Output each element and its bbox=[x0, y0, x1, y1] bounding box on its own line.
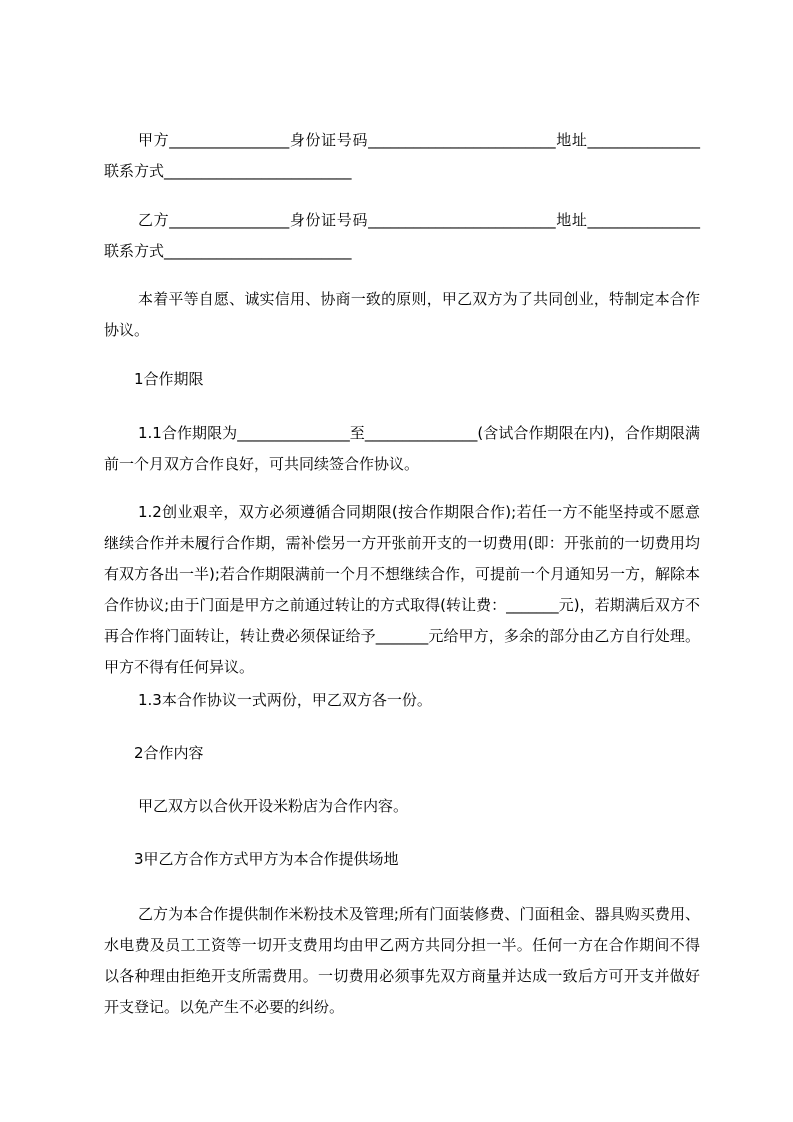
section2-body: 甲乙双方以合伙开设米粉店为合作内容。 bbox=[138, 797, 409, 815]
clause-1-1: 1.1合作期限为_______________至_______________(含试合作期限在内)，合作期限满前一个月双方合作良好，可共同续签合作协议。 bbox=[104, 424, 700, 473]
section1-heading: 1合作期限 bbox=[134, 370, 204, 388]
section2-heading: 2合作内容 bbox=[134, 744, 204, 762]
intro-paragraph: 本着平等自愿、诚实信用、协商一致的原则，甲乙双方为了共同创业，特制定本合作协议。 bbox=[104, 290, 700, 339]
clause-1-3: 1.3本合作协议一式两份，甲乙双方各一份。 bbox=[138, 691, 432, 709]
clause-1-2: 1.2创业艰辛，双方必须遵循合同期限(按合作期限合作);若任一方不能坚持或不愿意继续合作并未履行合作期，需补偿另一方开张前开支的一切费用(即：开张前的一切费用均有双方各出一半);若合作期限满前一个月不想继续合作，可提前一个月通知另一方，解除本合作协议;由于门面是甲方之前通过转让的方式取得(转让费：_______元)，若期满后双方不再合作将门面转让，转让费必须保证给予_______元给甲方，多余的部分由乙方自行处理。甲方不得有任何异议。 bbox=[104, 503, 700, 676]
party-b-line: 乙方________________身份证号码_________________________地址_______________联系方式_________________________ bbox=[104, 211, 700, 260]
party-a-line: 甲方________________身份证号码_________________________地址_______________联系方式_________________________ bbox=[104, 131, 700, 180]
section3-heading: 3甲乙方合作方式甲方为本合作提供场地 bbox=[134, 850, 399, 868]
section3-body: 乙方为本合作提供制作米粉技术及管理;所有门面装修费、门面租金、器具购买费用、水电费及员工工资等一切开支费用均由甲乙两方共同分担一半。任何一方在合作期间不得以各种理由拒绝开支所需费用。一切费用必须事先双方商量并达成一致后方可开支并做好开支登记。以免产生不必要的纠纷。 bbox=[104, 905, 700, 1016]
